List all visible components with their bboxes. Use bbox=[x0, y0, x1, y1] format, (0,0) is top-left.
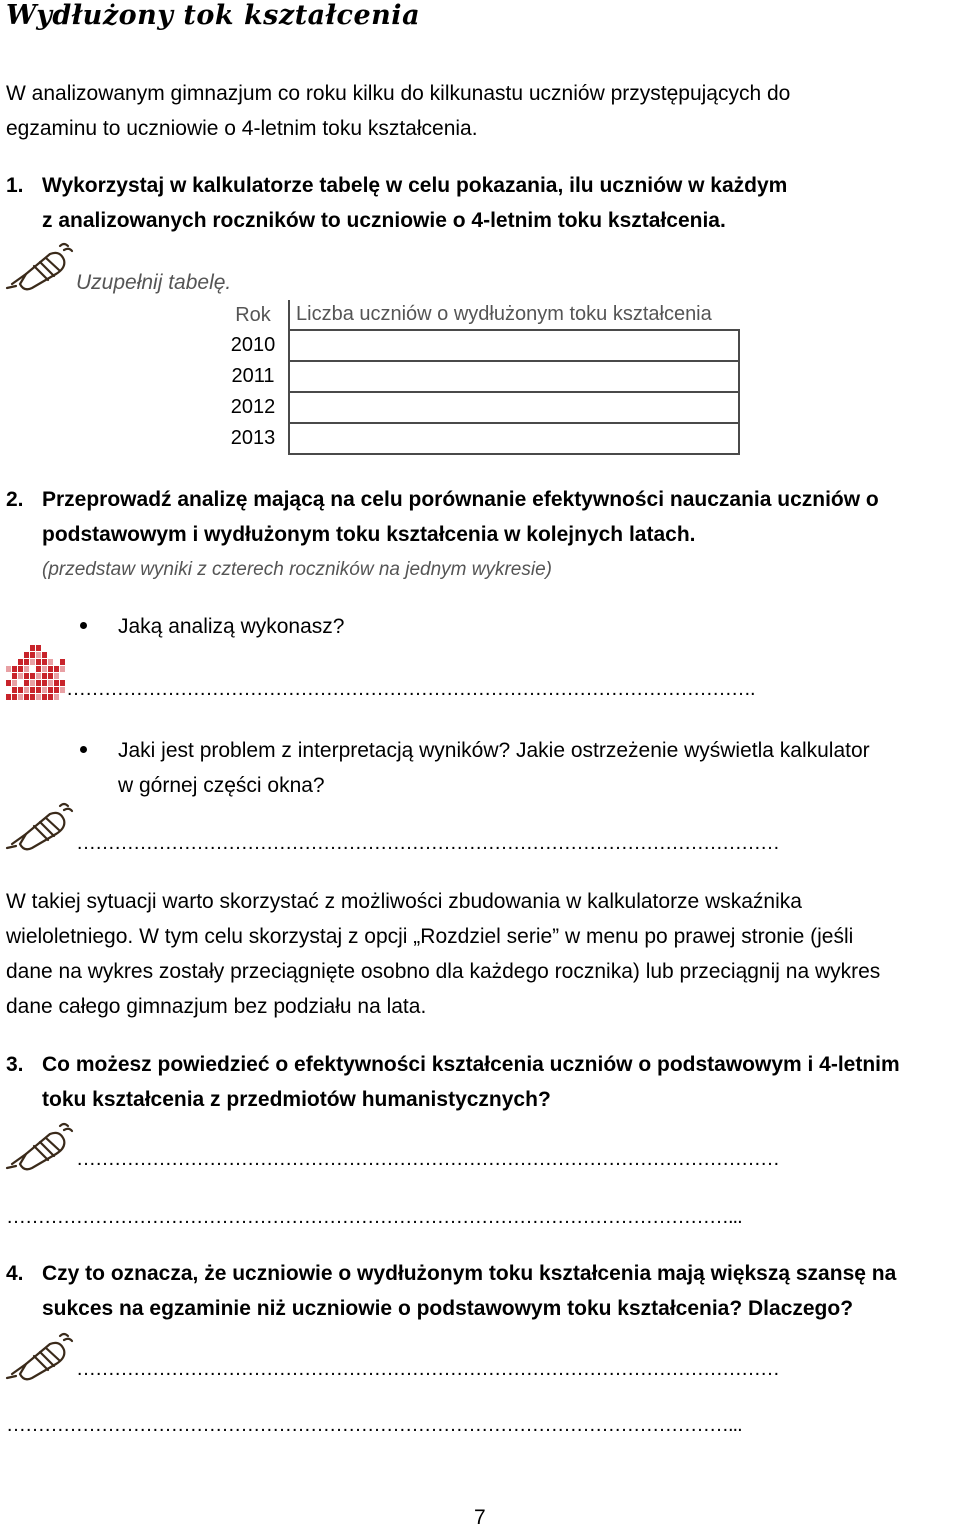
q2-note: (przedstaw wyniki z czterech roczników na jednym wykresie) bbox=[42, 559, 552, 580]
intro-line-2: egzaminu to uczniowie o 4-letnim toku kształcenia. bbox=[6, 117, 478, 140]
q3-answer-line-1[interactable]: ………………………………………………………………………………………………… bbox=[76, 1148, 779, 1170]
value-cell[interactable] bbox=[289, 392, 739, 423]
q2-answer-line-1[interactable]: ………………………………………………………………………………………………. bbox=[66, 678, 755, 700]
q1-line-1: Wykorzystaj w kalkulatorze tabelę w celu pokazania, ilu uczniów w każdym bbox=[42, 174, 788, 197]
q2-answer-line-2[interactable]: ………………………………………………………………………………………………… bbox=[76, 832, 779, 854]
year-cell: 2013 bbox=[218, 423, 289, 454]
q4-line-1: Czy to oznacza, że uczniowie o wydłużonym toku kształcenia mają większą szansę na bbox=[42, 1262, 897, 1285]
year-cell: 2012 bbox=[218, 392, 289, 423]
chart-grid-icon bbox=[6, 645, 66, 701]
page-title: Wydłużony tok kształcenia bbox=[6, 0, 421, 31]
q4-line-2: sukces na egzaminie niż uczniowie o podstawowym toku kształcenia? Dlaczego? bbox=[42, 1297, 854, 1320]
q1-number: 1. bbox=[6, 174, 24, 197]
para-line-3: dane na wykres zostały przeciągnięte osobno dla każdego rocznika) lub przeciągnij na wykres bbox=[6, 960, 881, 983]
table-row bbox=[218, 361, 739, 392]
q3-answer-line-2[interactable]: ……………………………………………………………………………………………………... bbox=[6, 1206, 742, 1228]
table-header-row bbox=[218, 300, 739, 330]
students-table bbox=[218, 300, 740, 455]
bullet-dot bbox=[80, 746, 87, 753]
pencil-icon bbox=[4, 1330, 76, 1382]
q4-answer-line-1[interactable]: ………………………………………………………………………………………………… bbox=[76, 1358, 779, 1380]
q2-line-1: Przeprowadź analizę mającą na celu porównanie efektywności nauczania uczniów o bbox=[42, 488, 879, 511]
table-row bbox=[218, 423, 739, 454]
table-row bbox=[218, 330, 739, 361]
value-cell[interactable] bbox=[289, 330, 739, 361]
value-cell[interactable] bbox=[289, 423, 739, 454]
para-line-4: dane całego gimnazjum bez podziału na lata. bbox=[6, 995, 427, 1018]
bullet-dot bbox=[80, 622, 87, 629]
pencil-icon bbox=[4, 800, 76, 852]
para-line-2: wieloletniego. W tym celu skorzystaj z opcji „Rozdziel serie” w menu po prawej stronie (jeśli bbox=[6, 925, 854, 948]
year-cell: 2011 bbox=[218, 361, 289, 392]
header-value: Liczba uczniów o wydłużonym toku kształcenia bbox=[296, 303, 712, 325]
q2-bullet-1: Jaką analizą wykonasz? bbox=[118, 615, 345, 638]
pencil-icon bbox=[4, 240, 76, 292]
page-number: 7 bbox=[474, 1506, 486, 1529]
q4-number: 4. bbox=[6, 1262, 24, 1285]
q3-line-2: toku kształcenia z przedmiotów humanistycznych? bbox=[42, 1088, 551, 1111]
q3-number: 3. bbox=[6, 1053, 24, 1076]
q4-answer-line-2[interactable]: ……………………………………………………………………………………………………... bbox=[6, 1414, 742, 1436]
q1-instruction: Uzupełnij tabelę. bbox=[76, 271, 232, 294]
q1-line-2: z analizowanych roczników to uczniowie o 4-letnim toku kształcenia. bbox=[42, 209, 726, 232]
table-row bbox=[218, 392, 739, 423]
value-cell[interactable] bbox=[289, 361, 739, 392]
header-year: Rok bbox=[218, 300, 289, 330]
q2-bullet-2-line-1: Jaki jest problem z interpretacją wyników? Jakie ostrzeżenie wyświetla kalkulator bbox=[118, 739, 870, 762]
intro-line-1: W analizowanym gimnazjum co roku kilku do kilkunastu uczniów przystępujących do bbox=[6, 82, 791, 105]
year-cell: 2010 bbox=[218, 330, 289, 361]
q2-number: 2. bbox=[6, 488, 24, 511]
para-line-1: W takiej sytuacji warto skorzystać z możliwości zbudowania w kalkulatorze wskaźnika bbox=[6, 890, 802, 913]
q2-bullet-2-line-2: w górnej części okna? bbox=[118, 774, 325, 797]
q2-line-2: podstawowym i wydłużonym toku kształcenia w kolejnych latach. bbox=[42, 523, 696, 546]
q3-line-1: Co możesz powiedzieć o efektywności kształcenia uczniów o podstawowym i 4-letnim bbox=[42, 1053, 900, 1076]
pencil-icon bbox=[4, 1120, 76, 1172]
